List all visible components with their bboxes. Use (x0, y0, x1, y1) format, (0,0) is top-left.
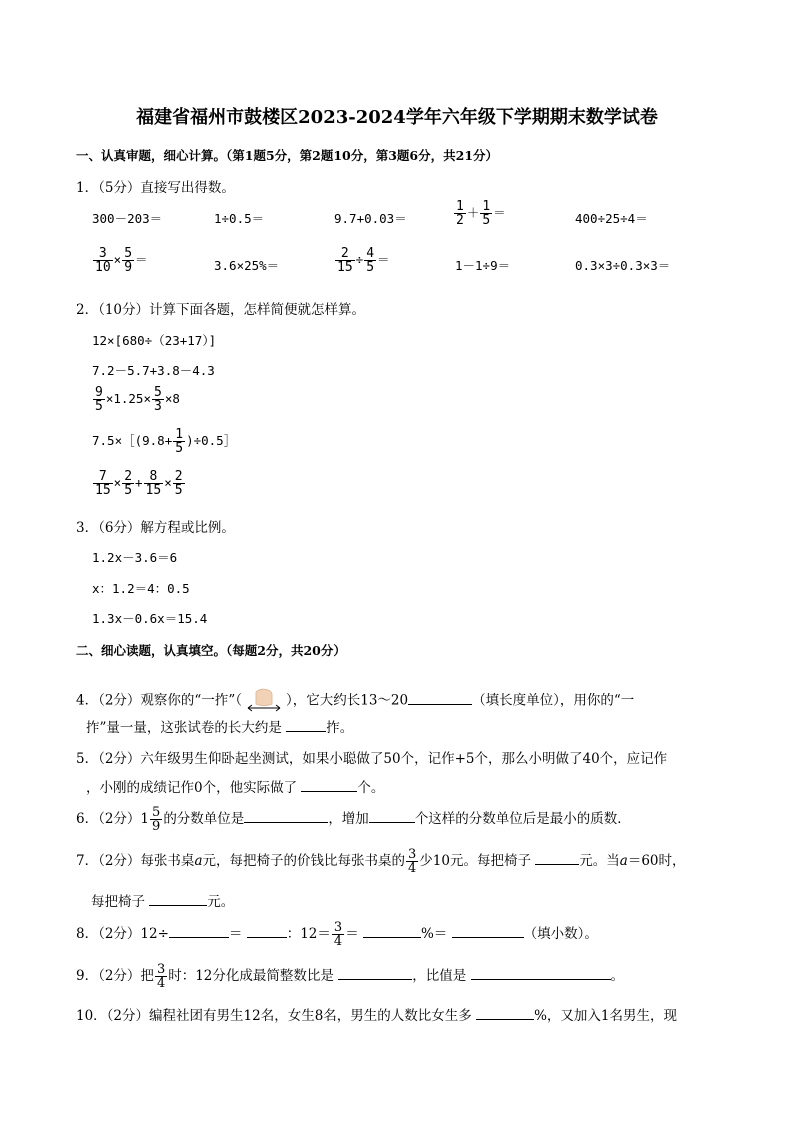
section-1-heading: 一、认真审题，细心计算。（第1题5分，第2题10分，第3题6分，共21分） (76, 148, 499, 163)
fraction: $\frac{2}{15}$ (337, 246, 353, 275)
q2-line-3: $\frac{9}{5}$ ×1.25× $\frac{5}{3}$ ×8 (95, 385, 180, 414)
q2-line-4: 7.5×［(9.8+ $\frac{1}{5}$ )÷0.5］ (92, 427, 237, 456)
q1-item: 300－203＝ (92, 211, 163, 226)
q5-line-1: 5．（2分）六年级男生仰卧起坐测试，如果小聪做了50个，记作+5个，那么小明做了40个，应记作 (76, 751, 668, 767)
answer-blank[interactable] (535, 850, 579, 865)
q3-label: 3．（6分）解方程或比例。 (76, 520, 235, 536)
answer-blank[interactable] (452, 923, 524, 938)
q1-fraction-quotient: $\frac{2}{15}$ ÷ $\frac{4}{5}$ ＝ (337, 246, 390, 275)
q1-item: 0.3×3÷0.3×3＝ (575, 258, 671, 273)
fraction: $\frac{5}{9}$ (124, 246, 133, 275)
fraction: $\frac{7}{15}$ (95, 469, 111, 498)
fraction: $\frac{1}{5}$ (175, 427, 184, 456)
fraction: $\frac{3}{4}$ (408, 847, 417, 876)
q2-line: 7.2－5.7+3.8－4.3 (92, 363, 215, 378)
q4-line-2: 拃”量一量，这张试卷的长大约是 拃。 (86, 716, 353, 736)
q1-item: 1－1÷9＝ (455, 258, 511, 273)
answer-blank[interactable] (476, 1005, 534, 1020)
fraction: $\frac{4}{5}$ (366, 246, 375, 275)
fraction: $\frac{1}{5}$ (482, 199, 491, 228)
q2-line: 12×[680÷（23+17）] (92, 333, 217, 348)
q7-line-2: 每把椅子 元。 (91, 890, 234, 910)
section-2-heading: 二、细心读题，认真填空。（每题2分，共20分） (76, 643, 346, 658)
q6-line: 6．（2分）1 $\frac{5}{9}$ 的分数单位是 ，增加 个这样的分数单位后是最小的质数． (76, 805, 631, 834)
q1-fraction-sum: $\frac{1}{2}$ ＋ $\frac{1}{5}$ ＝ (456, 199, 506, 228)
fraction: $\frac{2}{5}$ (174, 469, 183, 498)
q9-line: 9．（2分）把 $\frac{3}{4}$ 时：12分化成最简整数比是 ，比值是 。 (76, 962, 624, 991)
q7-line-1: 7．（2分）每张书桌a元，每把椅子的价钱比每张书桌的 $\frac{3}{4}$ 少10元。每把椅子 元。当a＝60时， (76, 847, 686, 876)
q2-label: 2．（10分）计算下面各题，怎样简便就怎样算。 (76, 302, 366, 318)
fraction: $\frac{3}{4}$ (156, 962, 166, 991)
answer-blank[interactable] (149, 891, 207, 906)
q8-line: 8．（2分）12÷ ＝ ：12＝ $\frac{3}{4}$ ＝ %＝ （填小数）。 (76, 920, 598, 949)
fraction: $\frac{1}{2}$ (456, 199, 464, 228)
q4-line-1: 4．（2分）观察你的“一拃”（ ），它大约长13～20 （填长度单位），用你的“一 (76, 688, 634, 714)
fraction: $\frac{3}{10}$ (95, 246, 111, 275)
answer-blank[interactable] (286, 717, 326, 732)
answer-blank[interactable] (471, 965, 611, 980)
hand-span-icon (242, 688, 286, 714)
answer-blank[interactable] (338, 965, 412, 980)
fraction: $\frac{8}{15}$ (145, 469, 162, 498)
q1-item: 400÷25÷4＝ (575, 211, 648, 226)
q3-line: 1.3x－0.6x＝15.4 (92, 611, 208, 626)
q2-line-5: $\frac{7}{15}$ × $\frac{2}{5}$ + $\frac{8}{15}$ × $\frac{2}{5}$ (95, 469, 183, 498)
q5-line-2: ，小刚的成绩记作0个，他实际做了 个。 (86, 776, 384, 796)
fraction: $\frac{3}{4}$ (333, 920, 343, 949)
q3-line: 1.2x－3.6＝6 (92, 550, 178, 565)
page-title: 福建省福州市鼓楼区2023-2024学年六年级下学期期末数学试卷 (136, 107, 658, 128)
fraction: $\frac{5}{9}$ (152, 805, 161, 834)
fraction: $\frac{9}{5}$ (95, 385, 103, 414)
fraction: $\frac{5}{3}$ (153, 385, 162, 414)
q3-line: x：1.2＝4：0.5 (92, 581, 190, 596)
answer-blank[interactable] (244, 808, 328, 823)
answer-blank[interactable] (369, 808, 415, 823)
q1-item: 1÷0.5＝ (214, 211, 265, 226)
q1-item: 9.7+0.03＝ (334, 211, 407, 226)
q1-label: 1．（5分）直接写出得数。 (76, 180, 235, 196)
q10-line: 10．（2分）编程社团有男生12名，女生8名，男生的人数比女生多 %，又加入1名男生，现 (76, 1004, 677, 1024)
fraction: $\frac{2}{5}$ (124, 469, 133, 498)
q1-item: 3.6×25%＝ (214, 258, 280, 273)
answer-blank[interactable] (301, 777, 357, 792)
answer-blank[interactable] (363, 923, 421, 938)
q1-fraction-product: $\frac{3}{10}$ × $\frac{5}{9}$ ＝ (95, 246, 148, 275)
answer-blank[interactable] (408, 690, 472, 705)
answer-blank[interactable] (247, 923, 287, 938)
answer-blank[interactable] (169, 923, 229, 938)
